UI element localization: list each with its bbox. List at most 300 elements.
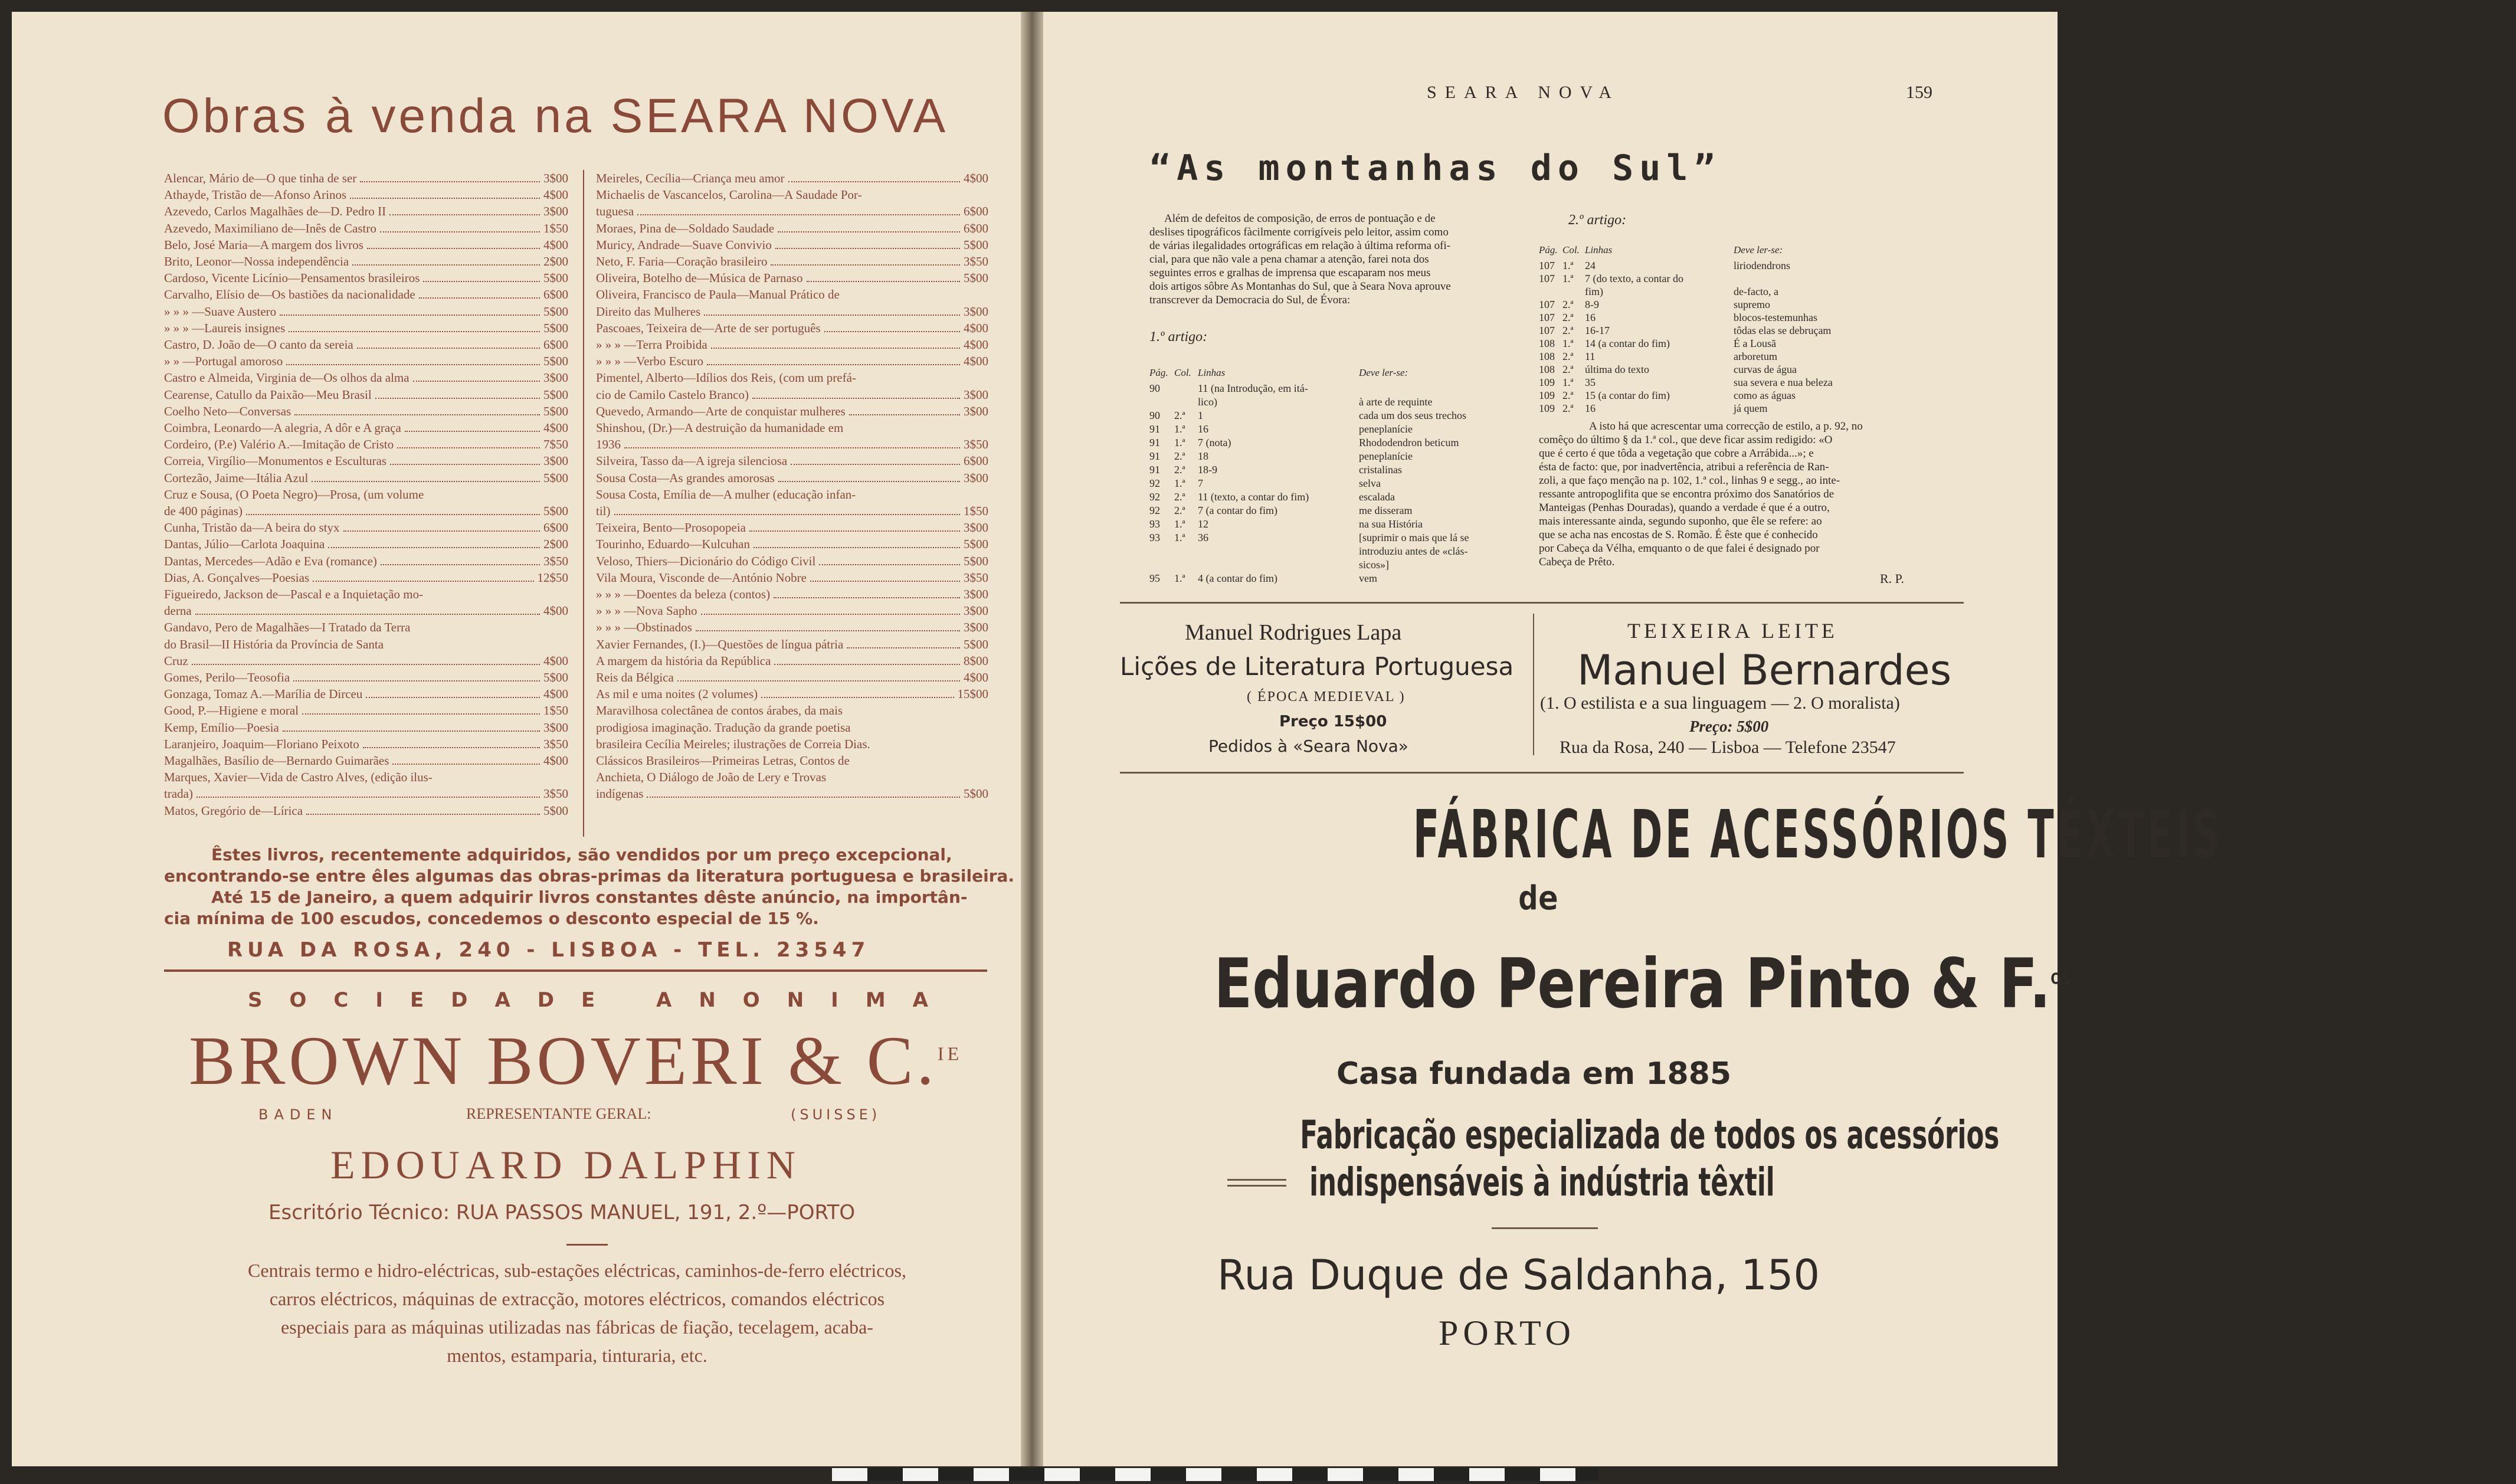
book-entry xyxy=(164,720,568,735)
book-price: 3$00 xyxy=(964,604,988,618)
book-entry xyxy=(596,171,988,186)
leader-dots xyxy=(313,575,533,582)
book-price: 12$50 xyxy=(537,570,568,585)
book-entry xyxy=(164,554,568,569)
lapa-author: Manuel Rodrigues Lapa xyxy=(1185,620,1402,645)
leader-dots xyxy=(302,707,540,715)
correction-line: que se acha nas encostas de S. Romão. É êste que é conhecido xyxy=(1539,529,1818,541)
book-price: 5$00 xyxy=(543,670,568,684)
errata-cell: 11 (texto, a contar do fim) xyxy=(1198,491,1309,503)
book-entry xyxy=(164,637,568,652)
book-title: Gandavo, Pero de Magalhães—I Tratado da Terra xyxy=(164,620,411,635)
intro-line: transcrever da Democracia do Sul, de Évora: xyxy=(1149,294,1351,306)
book-title: Vila Moura, Visconde de—António Nobre xyxy=(596,570,807,585)
book-entry xyxy=(164,670,568,685)
errata-cell: 2.ª xyxy=(1174,505,1185,516)
leader-dots xyxy=(405,425,540,432)
book-price: 5$00 xyxy=(543,470,568,485)
book-title: brasileira Cecília Meireles; ilustrações de Correia Dias. xyxy=(596,736,870,751)
leader-dots xyxy=(350,192,540,199)
fabrica-line2: indispensáveis à indústria têxtil xyxy=(1309,1159,1775,1205)
leader-dots xyxy=(294,408,540,415)
errata-cell: peneplanície xyxy=(1359,423,1413,435)
intro-line: de várias ilegalidades ortográficas em relação à última reforma ofi- xyxy=(1149,240,1451,252)
errata-cell: 7 (a contar do fim) xyxy=(1198,505,1277,516)
book-entry xyxy=(164,221,568,236)
errata-cell: de-facto, a xyxy=(1734,286,1778,297)
leader-dots xyxy=(778,225,960,232)
errata-cell: cristalinas xyxy=(1359,464,1402,476)
book-entry xyxy=(164,537,568,552)
book-entry xyxy=(164,504,568,519)
book-title: Silveira, Tasso da—A igreja silenciosa xyxy=(596,454,788,469)
book-title: Dantas, Mercedes—Adão e Eva (romance) xyxy=(164,553,377,568)
book-entry xyxy=(164,287,568,302)
book-price: 4$00 xyxy=(964,354,988,369)
article-signature: R. P. xyxy=(1880,571,1904,586)
ad-desc-line: especiais para as máquinas utilizadas nas fábricas de fiação, tecelagem, acaba- xyxy=(281,1316,873,1338)
correction-line: zoli, a que faço menção na p. 102, 1.ª col., linhas 9 e segg., ao inte- xyxy=(1539,474,1840,487)
ad-baden: BADEN xyxy=(258,1106,338,1123)
errata-cell: 91 xyxy=(1149,437,1160,448)
errata-cell: 36 xyxy=(1198,532,1208,543)
correction-line: ressante antropoglifita que se encontra próximo dos Sanatórios de xyxy=(1539,488,1834,500)
errata-cell: como as águas xyxy=(1734,389,1796,401)
leader-dots xyxy=(637,208,960,215)
errata-cell: sua severa e nua beleza xyxy=(1734,376,1833,388)
right-page xyxy=(1043,12,2223,1466)
book-title: Tourinho, Eduardo—Kulcuhan xyxy=(596,537,750,552)
errata-cell: cada um dos seus trechos xyxy=(1359,410,1466,421)
ad-small-rule xyxy=(566,1244,608,1246)
errata-cell: supremo xyxy=(1734,299,1770,310)
fabrica-company: Eduardo Pereira Pinto & F.$^{OS}$ xyxy=(1214,944,2071,1024)
book-title: » » » —Doentes da beleza (contos) xyxy=(596,587,771,601)
errata-cell: tôdas elas se debruçam xyxy=(1734,325,1832,336)
book-price: 5$00 xyxy=(543,271,568,286)
lapa-price: Preço 15$00 xyxy=(1279,713,1387,730)
ad-rep-label: REPRESENTANTE GERAL: xyxy=(466,1105,651,1122)
book-price: 5$00 xyxy=(543,404,568,418)
errata-cell: 1.ª xyxy=(1562,338,1574,349)
leader-dots xyxy=(696,624,960,631)
book-price: 2$00 xyxy=(543,537,568,552)
leader-dots xyxy=(357,342,540,349)
book-title: Good, P.—Higiene e moral xyxy=(164,703,299,718)
ads-divider xyxy=(1533,614,1534,755)
book-price: 5$00 xyxy=(543,354,568,369)
leader-dots xyxy=(283,725,540,732)
errata-cell: 11 xyxy=(1585,350,1596,362)
book-title: Dias, A. Gonçalves—Poesias xyxy=(164,570,310,585)
column-divider xyxy=(583,170,584,837)
ad-company-name: BROWN BOVERI & C.$^{IE}$ xyxy=(189,1022,963,1099)
errata-cell: 18-9 xyxy=(1198,464,1217,476)
book-title: » » » —Terra Proibida xyxy=(596,338,707,352)
book-price: 1$50 xyxy=(964,504,988,518)
book-entry xyxy=(596,703,988,718)
book-price: 5$00 xyxy=(543,387,568,402)
book-title: » » » —Nova Sapho xyxy=(596,604,697,618)
errata-cell: 7 (do texto, a contar do xyxy=(1585,273,1683,284)
book-entry xyxy=(596,254,988,269)
book-entry xyxy=(596,487,988,502)
book-title: Gomes, Perilo—Teosofia xyxy=(164,670,290,684)
intro-line: dois artigos sôbre As Montanhas do Sul, que à Seara Nova aprouve xyxy=(1149,280,1451,293)
book-title: de 400 páginas) xyxy=(164,504,243,518)
book-price: 3$00 xyxy=(543,371,568,385)
errata-cell: 15 (a contar do fim) xyxy=(1585,389,1670,401)
book-title: Azevedo, Carlos Magalhães de—D. Pedro II xyxy=(164,204,386,219)
book-title: Michaelis de Vascancelos, Carolina—A Saudade Por- xyxy=(596,188,862,202)
book-title: Carvalho, Elísio de—Os bastiões da nacionalidade xyxy=(164,287,415,302)
book-price: 5$00 xyxy=(543,504,568,518)
book-price: 3$00 xyxy=(543,171,568,185)
errata-cell: 2.ª xyxy=(1174,491,1185,503)
book-entry xyxy=(164,620,568,635)
book-price: 5$00 xyxy=(543,803,568,818)
book-entry xyxy=(164,171,568,186)
book-title: til) xyxy=(596,504,611,518)
errata-cell: última do texto xyxy=(1585,363,1649,375)
book-entry xyxy=(164,804,568,818)
book-title: Sousa Costa—As grandes amorosas xyxy=(596,470,775,485)
errata-cell: 1.ª xyxy=(1174,572,1185,584)
errata-cell: 108 xyxy=(1539,363,1555,375)
book-entry xyxy=(164,421,568,435)
errata-cell: 2.ª xyxy=(1174,450,1185,462)
book-price: 4$00 xyxy=(964,320,988,335)
book-title: Quevedo, Armando—Arte de conquistar mulheres xyxy=(596,404,846,418)
book-title: Cruz e Sousa, (O Poeta Negro)—Prosa, (um volume xyxy=(164,487,424,502)
lapa-orders: Pedidos à «Seara Nova» xyxy=(1208,736,1408,756)
errata-cell: 109 xyxy=(1539,402,1555,414)
book-title: Reis da Bélgica xyxy=(596,670,674,684)
book-price: 4$00 xyxy=(543,754,568,768)
book-title: Laranjeiro, Joaquim—Floriano Peixoto xyxy=(164,736,359,751)
errata-cell: 1.ª xyxy=(1174,518,1185,530)
book-title: » » » —Laureis insignes xyxy=(164,320,286,335)
errata-cell: 2.ª xyxy=(1174,464,1185,476)
book-entry xyxy=(596,471,988,486)
book-title: Gonzaga, Tomaz A.—Marília de Dirceu xyxy=(164,687,363,702)
book-entry xyxy=(596,571,988,585)
errata-cell: [suprimir o mais que lá se xyxy=(1359,532,1469,543)
leader-dots xyxy=(423,275,540,282)
leite-title: Manuel Bernardes xyxy=(1577,646,1952,695)
book-title: » » » —Suave Austero xyxy=(164,304,277,319)
book-title: Cunha, Tristão da—A beira do styx xyxy=(164,520,340,535)
book-title: Figueiredo, Jackson de—Pascal e a Inquietação mo- xyxy=(164,587,424,601)
book-title: do Brasil—II História da Província de Santa xyxy=(164,637,384,651)
book-entry xyxy=(164,254,568,269)
first-article-label: 1.º artigo: xyxy=(1149,329,1208,345)
lapa-title: Lições de Literatura Portuguesa xyxy=(1120,652,1514,681)
book-price: 6$00 xyxy=(543,520,568,535)
errata-cell: 16 xyxy=(1585,312,1596,323)
errata-cell: 2.ª xyxy=(1562,402,1574,414)
errata-cell: 7 (nota) xyxy=(1198,437,1231,448)
book-entry xyxy=(596,271,988,286)
book-entry xyxy=(596,620,988,635)
errata-cell: 8-9 xyxy=(1585,299,1599,310)
book-title: Brito, Leonor—Nossa independência xyxy=(164,254,349,268)
book-entry xyxy=(596,321,988,336)
leader-dots xyxy=(778,475,960,482)
leader-dots xyxy=(847,641,960,648)
book-price: 2$00 xyxy=(543,254,568,268)
book-entry xyxy=(596,787,988,801)
leader-dots xyxy=(849,408,960,415)
errata-cell: 1.ª xyxy=(1174,477,1185,489)
book-title: Belo, José Maria—A margem dos livros xyxy=(164,237,363,252)
book-title: Cordeiro, (P.e) Valério A.—Imitação de Cristo xyxy=(164,437,394,452)
errata-cell: 109 xyxy=(1539,376,1555,388)
book-entry xyxy=(596,504,988,519)
correction-line: mais interessante ainda, segundo suponho, que êle se refere: ao xyxy=(1539,515,1822,528)
leader-dots xyxy=(711,342,960,349)
leader-dots xyxy=(328,541,540,548)
book-entry xyxy=(596,221,988,236)
book-title: A margem da história da República xyxy=(596,653,771,668)
leader-dots xyxy=(352,258,540,266)
book-title: Neto, F. Faria—Coração brasileiro xyxy=(596,254,768,268)
fabrica-founded: Casa fundada em 1885 xyxy=(1336,1056,1732,1092)
book-entry xyxy=(596,520,988,535)
errata-cell: blocos-testemunhas xyxy=(1734,312,1817,323)
errata-cell: 109 xyxy=(1539,389,1555,401)
book-price: 8$00 xyxy=(964,653,988,668)
book-entry xyxy=(164,604,568,618)
errata-cell: 92 xyxy=(1149,477,1160,489)
errata-cell: 2.ª xyxy=(1562,363,1574,375)
book-title: Pascoaes, Teixeira de—Arte de ser português xyxy=(596,320,821,335)
correction-line: comêço do último § da 1.ª col., que deve ficar assim redigido: «O xyxy=(1539,434,1833,446)
book-price: 4$00 xyxy=(964,171,988,185)
leader-dots xyxy=(367,242,540,249)
book-price: 5$00 xyxy=(964,637,988,651)
left-page xyxy=(12,12,1021,1466)
book-title: Oliveira, Botelho de—Música de Parnaso xyxy=(596,271,803,286)
book-entry xyxy=(164,188,568,202)
book-price: 5$00 xyxy=(964,271,988,286)
errata-cell: 2.ª xyxy=(1174,410,1185,421)
book-entry xyxy=(164,587,568,602)
book-title: Coimbra, Leonardo—A alegria, A dôr e A graça xyxy=(164,421,401,435)
fabrica-address: Rua Duque de Saldanha, 150 xyxy=(1217,1251,1820,1299)
errata-cell: 107 xyxy=(1539,273,1555,284)
errata-col-head: Linhas xyxy=(1585,244,1613,255)
errata-cell: 91 xyxy=(1149,450,1160,462)
errata-col-head: Pág. xyxy=(1149,367,1168,378)
leader-dots xyxy=(791,458,960,465)
book-entry xyxy=(164,703,568,718)
book-entry xyxy=(596,404,988,419)
book-entry xyxy=(164,787,568,801)
book-title: cio de Camilo Castelo Branco) xyxy=(596,387,749,402)
errata-cell: introduziu antes de «clás- xyxy=(1359,545,1468,557)
book-price: 7$50 xyxy=(543,437,568,452)
errata-cell: arboretum xyxy=(1734,350,1777,362)
errata-cell: 90 xyxy=(1149,382,1160,394)
errata-cell: 4 (a contar do fim) xyxy=(1198,572,1277,584)
book-entry xyxy=(164,204,568,219)
book-price: 3$00 xyxy=(964,470,988,485)
book-price: 5$00 xyxy=(964,553,988,568)
errata-cell: 1.ª xyxy=(1174,423,1185,435)
correction-line: Cabeça de Prêto. xyxy=(1539,556,1615,568)
intro-line: cial, para que não vale a pena chamar a atenção, farei nota dos xyxy=(1149,253,1429,266)
book-title: » » » —Verbo Escuro xyxy=(596,354,703,369)
errata-cell: 35 xyxy=(1585,376,1596,388)
book-entry xyxy=(596,188,988,202)
book-price: 3$00 xyxy=(964,304,988,319)
book-price: 6$00 xyxy=(543,287,568,302)
leader-dots xyxy=(701,608,961,615)
leader-dots xyxy=(366,691,540,698)
book-title: Clássicos Brasileiros—Primeiras Letras, Contos de xyxy=(596,754,850,768)
leader-dots xyxy=(392,758,540,765)
leader-dots xyxy=(397,441,540,448)
leader-dots xyxy=(749,525,960,532)
errata-cell: 1.ª xyxy=(1174,532,1185,543)
errata-cell: 93 xyxy=(1149,518,1160,530)
book-title: Cearense, Catullo da Paixão—Meu Brasil xyxy=(164,387,372,402)
book-title: Xavier Fernandes, (I.)—Questões de língua pátria xyxy=(596,637,844,651)
book-entry xyxy=(164,454,568,469)
book-entry xyxy=(596,720,988,735)
book-title: Cruz xyxy=(164,653,188,668)
notice-line: Êstes livros, recentemente adquiridos, são vendidos por um preço excepcional, xyxy=(211,845,952,864)
leader-dots xyxy=(677,674,960,682)
errata-cell: lico) xyxy=(1198,396,1217,408)
book-price: 6$00 xyxy=(964,454,988,469)
book-title: Kemp, Emílio—Poesia xyxy=(164,720,279,735)
errata-cell: liriodendrons xyxy=(1734,260,1790,271)
errata-cell: 1.ª xyxy=(1562,376,1574,388)
book-price: 4$00 xyxy=(543,604,568,618)
book-price: 6$00 xyxy=(964,204,988,219)
errata-col-head: Col. xyxy=(1562,244,1580,255)
leader-dots xyxy=(413,375,540,382)
ad-representative: EDOUARD DALPHIN xyxy=(330,1142,801,1187)
book-entry xyxy=(164,338,568,352)
book-entry xyxy=(164,437,568,452)
leader-dots xyxy=(293,674,540,682)
book-price: 4$00 xyxy=(543,653,568,668)
errata-cell: 1 xyxy=(1198,410,1203,421)
errata-cell: selva xyxy=(1359,477,1381,489)
errata-cell: 16 xyxy=(1585,402,1596,414)
book-price: 15$00 xyxy=(957,687,988,702)
book-price: 3$00 xyxy=(964,404,988,418)
book-title: Correia, Virgílio—Monumentos e Esculturas xyxy=(164,454,387,469)
book-price: 6$00 xyxy=(543,338,568,352)
book-entry xyxy=(596,371,988,385)
book-entry xyxy=(164,471,568,486)
book-price: 3$50 xyxy=(964,570,988,585)
errata-cell: 107 xyxy=(1539,312,1555,323)
book-entry xyxy=(164,487,568,502)
book-title: Oliveira, Francisco de Paula—Manual Prático de xyxy=(596,287,840,302)
book-entry xyxy=(164,737,568,752)
book-entry xyxy=(164,304,568,319)
leader-dots xyxy=(824,325,960,332)
leader-dots xyxy=(196,791,540,798)
errata-cell: 11 (na Introdução, em itá- xyxy=(1198,382,1308,394)
book-entry xyxy=(596,737,988,752)
errata-cell: 92 xyxy=(1149,491,1160,503)
notice-line: encontrando-se entre êles algumas das obras-primas da literatura portuguesa e brasileira. xyxy=(164,866,1015,886)
errata-cell: peneplanície xyxy=(1359,450,1413,462)
errata-cell: 108 xyxy=(1539,350,1555,362)
book-price: 3$50 xyxy=(543,736,568,751)
errata-cell: 2.ª xyxy=(1562,312,1574,323)
errata-cell: 91 xyxy=(1149,464,1160,476)
errata-cell: 95 xyxy=(1149,572,1160,584)
book-title: Shinshou, (Dr.)—A destruição da humanidade em xyxy=(596,421,844,435)
leader-dots xyxy=(381,558,540,565)
book-price: 3$50 xyxy=(543,553,568,568)
book-price: 3$50 xyxy=(964,254,988,268)
book-entry xyxy=(596,454,988,469)
ad-office: Escritório Técnico: RUA PASSOS MANUEL, 191, 2.º—PORTO xyxy=(268,1201,856,1224)
errata-cell: 92 xyxy=(1149,505,1160,516)
errata-cell: curvas de água xyxy=(1734,363,1797,375)
leader-dots xyxy=(286,358,540,365)
leader-dots xyxy=(775,242,960,249)
book-gutter xyxy=(1021,12,1043,1466)
book-price: 5$00 xyxy=(543,320,568,335)
leader-dots xyxy=(419,291,540,299)
errata-col-head: Deve ler-se: xyxy=(1734,244,1783,255)
book-price: 3$00 xyxy=(543,454,568,469)
errata-cell: 108 xyxy=(1539,338,1555,349)
book-entry xyxy=(596,687,988,702)
book-entry xyxy=(596,437,988,452)
correction-line: por Cabeça da Vélha, emquanto o de que falei é designado por xyxy=(1539,542,1820,555)
book-title: Coelho Neto—Conversas xyxy=(164,404,291,418)
leader-dots xyxy=(246,508,540,515)
book-entry xyxy=(596,421,988,435)
book-title: Castro e Almeida, Virginia de—Os olhos da alma xyxy=(164,371,409,385)
errata-cell: à arte de requinte xyxy=(1359,396,1433,408)
book-price: 5$00 xyxy=(964,237,988,252)
errata-cell: 1.ª xyxy=(1562,260,1574,271)
book-entry xyxy=(596,287,988,302)
book-entry xyxy=(164,388,568,402)
book-entry xyxy=(596,537,988,552)
book-price: 3$50 xyxy=(964,437,988,452)
book-title: Direito das Mulheres xyxy=(596,304,701,319)
ad-separator xyxy=(164,969,987,972)
leite-address: Rua da Rosa, 240 — Lisboa — Telefone 23547 xyxy=(1560,738,1896,757)
errata-cell: já quem xyxy=(1734,402,1768,414)
book-price: 1$50 xyxy=(543,703,568,718)
errata-cell: 90 xyxy=(1149,410,1160,421)
book-title: Veloso, Thiers—Dicionário do Código Civil xyxy=(596,553,816,568)
book-entry xyxy=(164,654,568,669)
errata-col-head: Deve ler-se: xyxy=(1359,367,1408,378)
book-price: 3$00 xyxy=(543,204,568,219)
book-entry xyxy=(164,687,568,702)
intro-line: deslises tipográficos fàcilmente corrigíveis pelo leitor, assim como xyxy=(1149,226,1449,238)
fabrica-headline: FÁBRICA DE ACESSÓRIOS TÉXTEIS xyxy=(1413,797,2223,873)
leader-dots xyxy=(704,309,960,316)
book-title: Azevedo, Maximiliano de—Inês de Castro xyxy=(164,221,376,235)
correction-line: que é certo é que tôda a vegetação que cobre a Arrábida...»; e xyxy=(1539,447,1814,460)
book-title: Cortezão, Jaime—Itália Azul xyxy=(164,470,309,485)
